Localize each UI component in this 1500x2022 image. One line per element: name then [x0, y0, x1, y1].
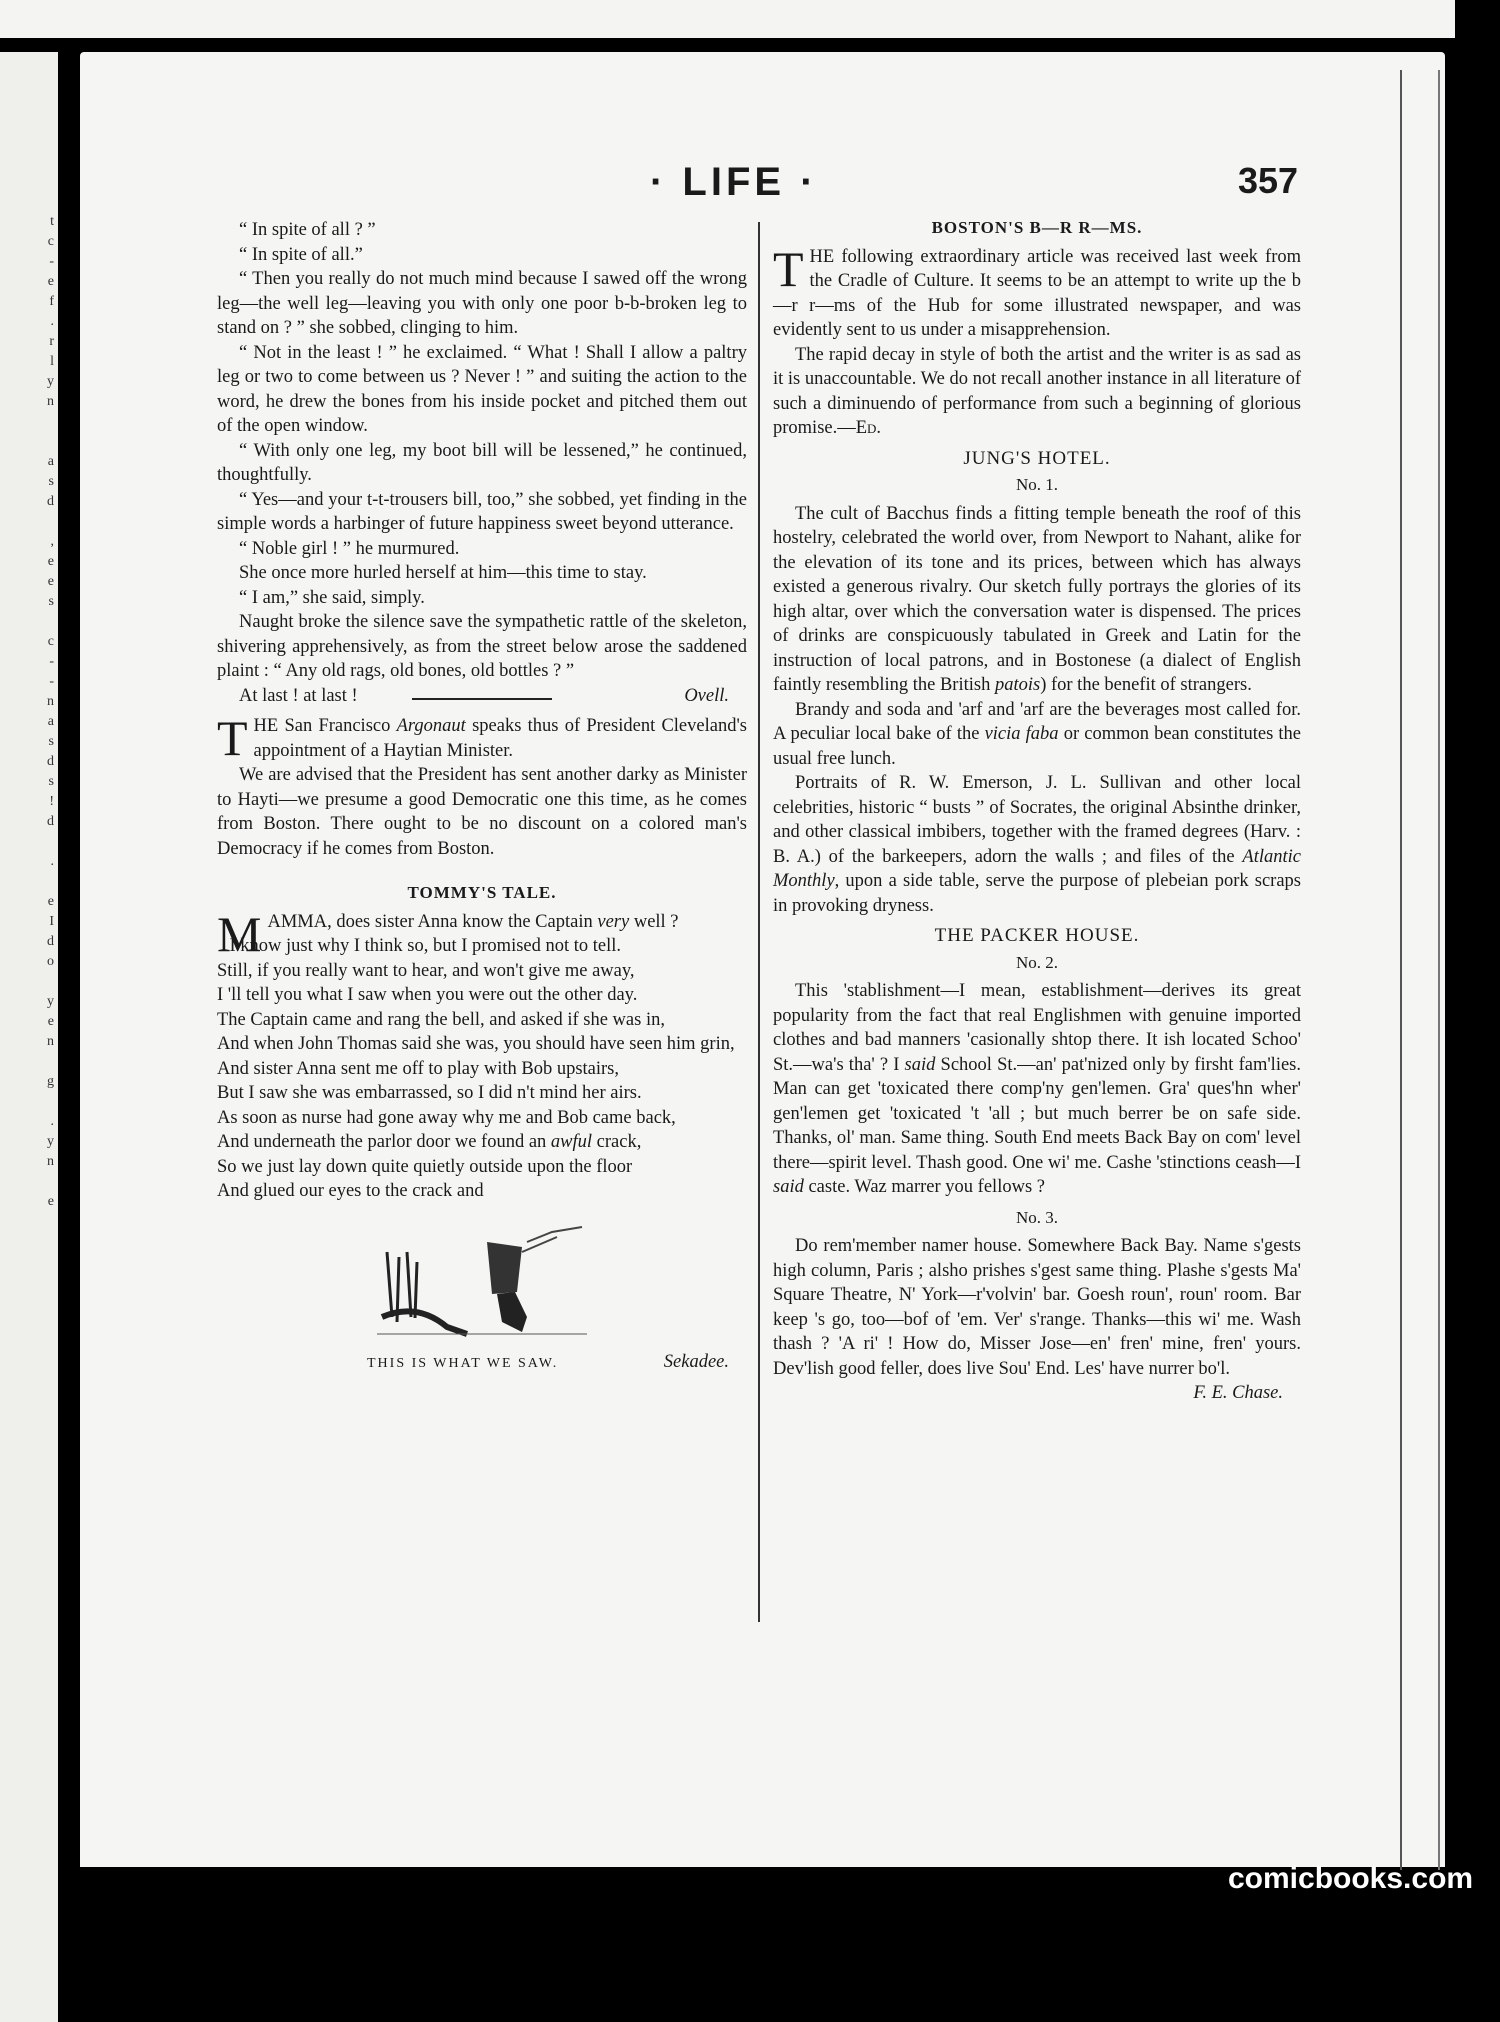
packer-number: No. 2. [1015, 952, 1059, 972]
page-edges [1400, 70, 1440, 1870]
sliver-char [0, 1052, 58, 1072]
sliver-char: . [50, 854, 54, 869]
no3-number: No. 3. [1015, 1207, 1059, 1227]
sliver-char: n [47, 694, 54, 709]
sliver-char [0, 432, 58, 452]
sliver-char [0, 612, 58, 632]
jung-number: No. 1. [1015, 475, 1059, 494]
sliver-char: n [47, 1034, 54, 1049]
story-paragraph: “ Yes—and your t-t-trousers bill, too,” she sobbed, yet finding in the simple words a harbinger of future happiness sweet beyond utterance. [217, 489, 747, 534]
sliver-char: n [47, 1154, 54, 1169]
sliver-char: s [48, 594, 54, 609]
story-paragraph: “ Not in the least ! ” he exclaimed. “ What ! Shall I allow a paltry leg or two to come between us ? Never ! ” and suiting the action to the word, he drew the bones from his inside pocket and pitched them out of the open window. [217, 342, 747, 436]
sliver-char: e [47, 1014, 54, 1029]
tommy-heading: TOMMY'S TALE. [407, 883, 557, 902]
poem-line: And sister Anna sent me off to play with Bob upstairs, [217, 1058, 619, 1079]
left-column [217, 218, 747, 1376]
section-rule [412, 698, 552, 700]
story-paragraph: “ In spite of all.” [239, 244, 363, 265]
sliver-char: d [47, 754, 54, 769]
sliver-char [0, 872, 58, 892]
article-signature: F. E. Chase. [1193, 1383, 1283, 1403]
boston-heading: BOSTON'S B—R R—MS. [931, 218, 1143, 237]
sliver-char [0, 832, 58, 852]
sliver-char: t [50, 214, 54, 229]
argonaut-paragraph: THE San Francisco Argonaut speaks thus of President Cleveland's appointment of a Haytian Minister. [217, 710, 747, 766]
sliver-char: c [47, 634, 54, 649]
previous-page-strip [0, 0, 1455, 38]
cartoon-illustration [377, 1222, 587, 1342]
poem-line: I know just why I think so, but I promised not to tell. [229, 936, 622, 956]
sliver-char: l [50, 354, 54, 369]
sliver-char: - [49, 654, 54, 669]
sliver-char: c [47, 234, 54, 249]
packer-paragraph: This 'stablishment—I mean, establishment—derives its great popularity from the fact that real Englishmen with genuine imported clothes and bad manners 'casionally shtop there. It ish located Schoo' St.—wa's tha' ? I said School St.—an' pat'nized only by firsht fam'lies. Man can get 'toxicated there comp'ny gen'lemen. Gra' ques'hn wher' gen'lemen get 'toxicated 't 'all ; but much berrer be on safe side. Thanks, ol' man. Same thing. South End meets Back Bay on com' level there—spirit level. Thash good. One wi' me. Cashe 'stinctions ceash—I said caste. Waz marrer you fellows ? [773, 981, 1301, 1197]
poem-line: Still, if you really want to hear, and won't give me away, [217, 960, 635, 981]
sliver-char: o [47, 954, 54, 969]
story-paragraph: “ In spite of all ? ” [239, 220, 376, 240]
sliver-char: e [47, 1194, 54, 1209]
right-column [773, 218, 1301, 1406]
argonaut-title: Argonaut [396, 716, 466, 736]
sliver-char: f [49, 294, 54, 309]
jung-heading: JUNG'S HOTEL. [963, 447, 1111, 469]
poem-line: And glued our eyes to the crack and [217, 1181, 484, 1201]
cartoon-caption: THIS IS WHAT WE SAW. [367, 1355, 559, 1371]
poem-line: And underneath the parlor door we found an awful crack, [217, 1132, 642, 1152]
sliver-char: . [50, 1114, 54, 1129]
packer-heading: THE PACKER HOUSE. [934, 925, 1140, 946]
sliver-char: s [48, 734, 54, 749]
story-paragraph: “ With only one leg, my boot bill will be lessened,” he continued, thoughtfully. [217, 440, 747, 485]
sliver-char: . [50, 314, 54, 329]
drop-cap: T [217, 710, 248, 766]
jung-paragraph: Brandy and soda and 'arf and 'arf are the beverages most called for. A peculiar local bake of the vicia faba or common bean constitutes the usual free lunch. [773, 699, 1302, 769]
story-paragraph: “ I am,” she said, simply. [239, 587, 425, 608]
story-paragraph: She once more hurled herself at him—this time to stay. [239, 563, 647, 583]
story-paragraph: “ Then you really do not much mind because I sawed off the wrong leg—the well leg—leaving you with only one poor b-b-broken leg to stand on ? ” she sobbed, clinging to him. [217, 269, 747, 338]
story-signature: Ovell. [684, 685, 729, 706]
poem-line: MAMMA, does sister Anna know the Captain very well ? [217, 905, 679, 962]
poem-line: And when John Thomas said she was, you should have seen him grin, [217, 1034, 735, 1054]
sliver-char [0, 412, 58, 432]
jung-paragraph: Portraits of R. W. Emerson, J. L. Sullivan and other local celebrities, historic “ busts ” of Socrates, the original Absinthe drinker, and other classical imbibers, together with the framed degrees (Harv. : B. A.) of the barkeepers, adorn the walls ; and files of the Atlantic Monthly, upon a side table, serve the purpose of plebeian pork scraps in provoking dryness. [773, 773, 1301, 916]
poem-line: So we just lay down quite quietly outside upon the floor [217, 1156, 633, 1177]
sliver-char: a [47, 454, 54, 469]
sliver-char [0, 1092, 58, 1112]
sliver-char: e [47, 574, 54, 589]
intro-paragraph: The rapid decay in style of both the artist and the writer is as sad as it is unaccountable. We do not recall another instance in all literature of such a diminuendo of performance from such a beginning of glorious promise.—Ed. [773, 344, 1301, 438]
sliver-char: y [47, 1134, 54, 1149]
tommy-poem [217, 905, 747, 1204]
sliver-char: a [47, 714, 54, 729]
argonaut-paragraph: We are advised that the President has sent another darky as Minister to Hayti—we presume a good Democratic one this time, as he comes from Boston. There ought to be no discount on a colored man's Democracy if he comes from Boston. [217, 765, 747, 859]
poem-line: But I saw she was embarrassed, so I did n't mind her airs. [217, 1083, 642, 1103]
sliver-char: s [48, 774, 54, 789]
watermark: comicbooks.com [1228, 1862, 1474, 1895]
drop-cap: T [773, 240, 804, 297]
sliver-char: d [47, 494, 54, 509]
sliver-char: y [47, 994, 54, 1009]
sliver-char: - [49, 254, 54, 269]
sliver-char: s [48, 474, 54, 489]
page-number: 357 [1238, 160, 1299, 201]
sliver-char: d [47, 814, 54, 829]
sliver-char [0, 512, 58, 532]
story-paragraph: Naught broke the silence save the sympathetic rattle of the skeleton, shivering apprehensively, as from the street below arose the saddened plaint : “ Any old rags, old bones, old bottles ? ” [217, 612, 747, 681]
facing-page-sliver [0, 52, 58, 2022]
sliver-char: n [47, 394, 54, 409]
sliver-char [0, 972, 58, 992]
sliver-char: e [47, 554, 54, 569]
sliver-char: - [49, 674, 54, 689]
intro-paragraph: THE following extraordinary article was received last week from the Cradle of Culture. It seems to be an attempt to write up the b—r r—ms of the Hub for some illustrated newspaper, and was evidently sent to us under a misapprehension. [773, 240, 1301, 340]
story-paragraph: “ Noble girl ! ” he murmured. [239, 538, 460, 559]
sliver-char: e [47, 894, 54, 909]
no3-paragraph: Do rem'member namer house. Somewhere Back Bay. Name s'gests high column, Paris ; alsho prishes s'gest same thing. Plashe s'gests Ma' Square Theatre, N' York—r'volvin' bar. Goesh roun', roun' room. Bar keep 's go, too—bof of 'em. Ver' s'range. Thanks—this wi' me. Wash thash ? 'A ri' ! How do, Misser Jose—en' fren' mine, fren' yours. Dev'lish good feller, does live Sou' End. Les' have nurrer bo'l. [773, 1236, 1301, 1379]
page-header-title: · LIFE · [650, 160, 818, 204]
sliver-char: y [47, 374, 54, 389]
story-ending-text: At last ! at last ! [239, 685, 358, 706]
sliver-char: ! [49, 794, 54, 809]
poem-line: The Captain came and rang the bell, and asked if she was in, [217, 1009, 665, 1030]
sliver-char [0, 1172, 58, 1192]
jung-paragraph: The cult of Bacchus finds a fitting temple beneath the roof of this hostelry, celebrated the world over, from Newport to Nahant, alike for the elevation of its tone and its prices, between which has always existed a generous rivalry. Our sketch fully portrays the glories of its high altar, over which the conversation water is dispensed. The prices of drinks are conspicuously tabulated in Greek and Latin for the instruction of local patrons, and in Bostonese (a dialect of English faintly resembling the British patois) for the benefit of strangers. [773, 503, 1301, 695]
sliver-char: r [49, 334, 54, 349]
poem-line: As soon as nurse had gone away why me and Bob came back, [217, 1107, 676, 1128]
story-ending [217, 684, 747, 709]
poem-line: I 'll tell you what I saw when you were out the other day. [217, 985, 638, 1005]
sliver-char: g [47, 1074, 54, 1089]
sliver-char: , [50, 534, 54, 549]
column-divider [758, 222, 760, 1622]
sliver-char: d [47, 934, 54, 949]
sliver-char: I [49, 914, 54, 929]
sliver-char: e [47, 274, 54, 289]
poem-signature: Sekadee. [663, 1351, 729, 1372]
drop-cap: M [217, 905, 262, 962]
